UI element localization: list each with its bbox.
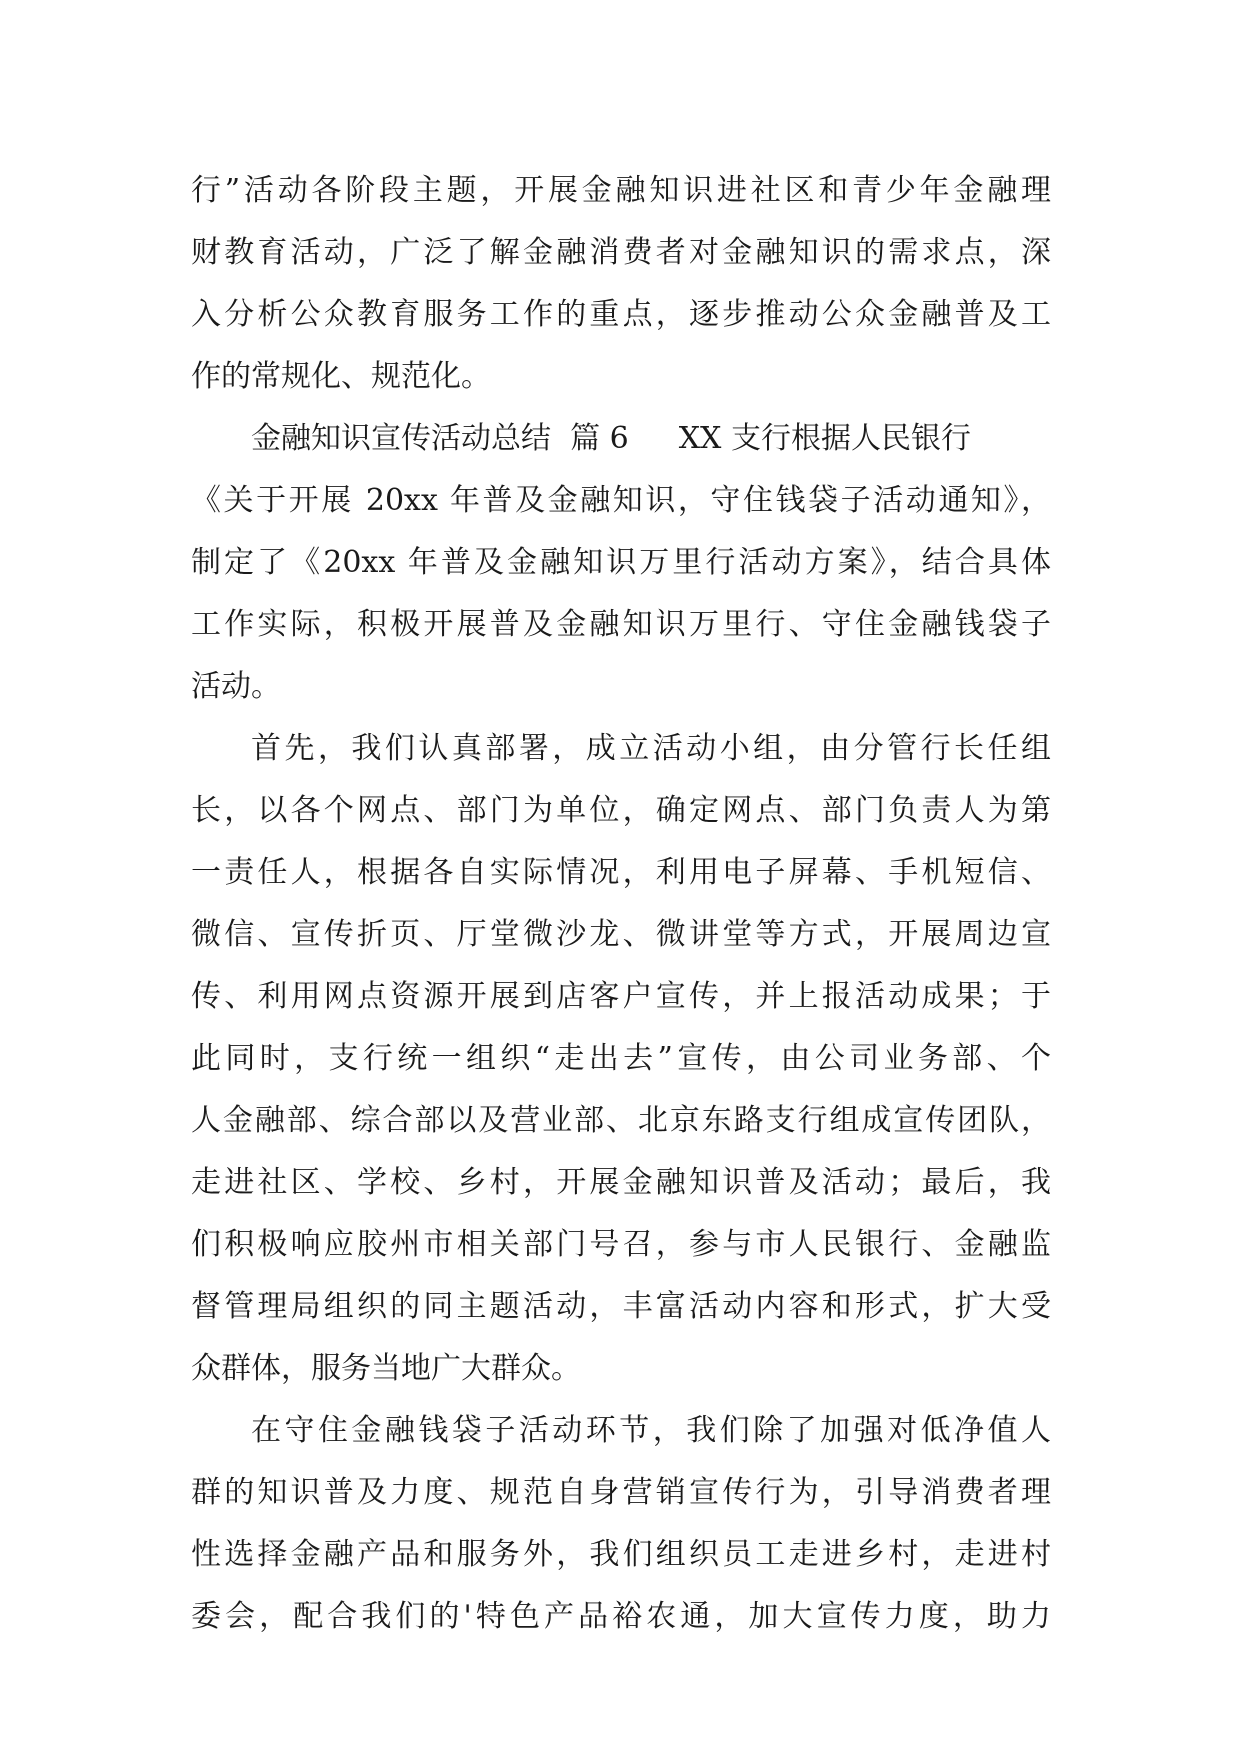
text-line: 行”活动各阶段主题，开展金融知识进社区和青少年金融理 bbox=[191, 173, 1051, 208]
text-line: 入分析公众教育服务工作的重点，逐步推动公众金融普及工 bbox=[191, 297, 1051, 332]
section-heading-line bbox=[191, 408, 1051, 470]
text-line: 性选择金融产品和服务外，我们组织员工走进乡村，走进村 bbox=[191, 1537, 1051, 1572]
text-line: 首先，我们认真部署，成立活动小组，由分管行长任组 bbox=[251, 731, 1051, 766]
text-line: 工作实际，积极开展普及金融知识万里行、守住金融钱袋子 bbox=[191, 607, 1051, 642]
text-line: 人金融部、综合部以及营业部、北京东路支行组成宣传团队， bbox=[191, 1103, 1051, 1138]
text-line: 此同时，支行统一组织“走出去”宣传，由公司业务部、个 bbox=[191, 1041, 1051, 1076]
text-line: 在守住金融钱袋子活动环节，我们除了加强对低净值人 bbox=[251, 1413, 1051, 1448]
paragraph-3 bbox=[191, 718, 1051, 1400]
text-line: 《关于开展 20xx 年普及金融知识，守住钱袋子活动通知》， bbox=[191, 483, 1051, 518]
text-line: 财教育活动，广泛了解金融消费者对金融知识的需求点，深 bbox=[191, 235, 1051, 270]
text-line: 督管理局组织的同主题活动，丰富活动内容和形式，扩大受 bbox=[191, 1289, 1051, 1324]
text-line: 活动。 bbox=[191, 669, 281, 704]
section-heading-tail: XX 支行根据人民银行 bbox=[678, 421, 971, 456]
text-line: 作的常规化、规范化。 bbox=[191, 359, 491, 394]
text-line: 传、利用网点资源开展到店客户宣传，并上报活动成果；于 bbox=[191, 979, 1051, 1014]
paragraph-1 bbox=[191, 160, 1051, 408]
text-line: 委会，配合我们的'特色产品裕农通，加大宣传力度，助力 bbox=[191, 1599, 1051, 1634]
text-line: 众群体，服务当地广大群众。 bbox=[191, 1351, 581, 1386]
document-body bbox=[191, 160, 1051, 1648]
text-line: 长，以各个网点、部门为单位，确定网点、部门负责人为第 bbox=[191, 793, 1051, 828]
text-line: 群的知识普及力度、规范自身营销宣传行为，引导消费者理 bbox=[191, 1475, 1051, 1510]
paragraph-4 bbox=[191, 1400, 1051, 1648]
text-line: 微信、宣传折页、厅堂微沙龙、微讲堂等方式，开展周边宣 bbox=[191, 917, 1051, 952]
paragraph-2 bbox=[191, 408, 1051, 718]
text-line: 们积极响应胶州市相关部门号召，参与市人民银行、金融监 bbox=[191, 1227, 1051, 1262]
text-line: 一责任人，根据各自实际情况，利用电子屏幕、手机短信、 bbox=[191, 855, 1051, 890]
text-line: 走进社区、学校、乡村，开展金融知识普及活动；最后，我 bbox=[191, 1165, 1051, 1200]
section-heading: 金融知识宣传活动总结 篇 6 bbox=[251, 421, 629, 456]
text-line: 制定了《20xx 年普及金融知识万里行活动方案》，结合具体 bbox=[191, 545, 1051, 580]
